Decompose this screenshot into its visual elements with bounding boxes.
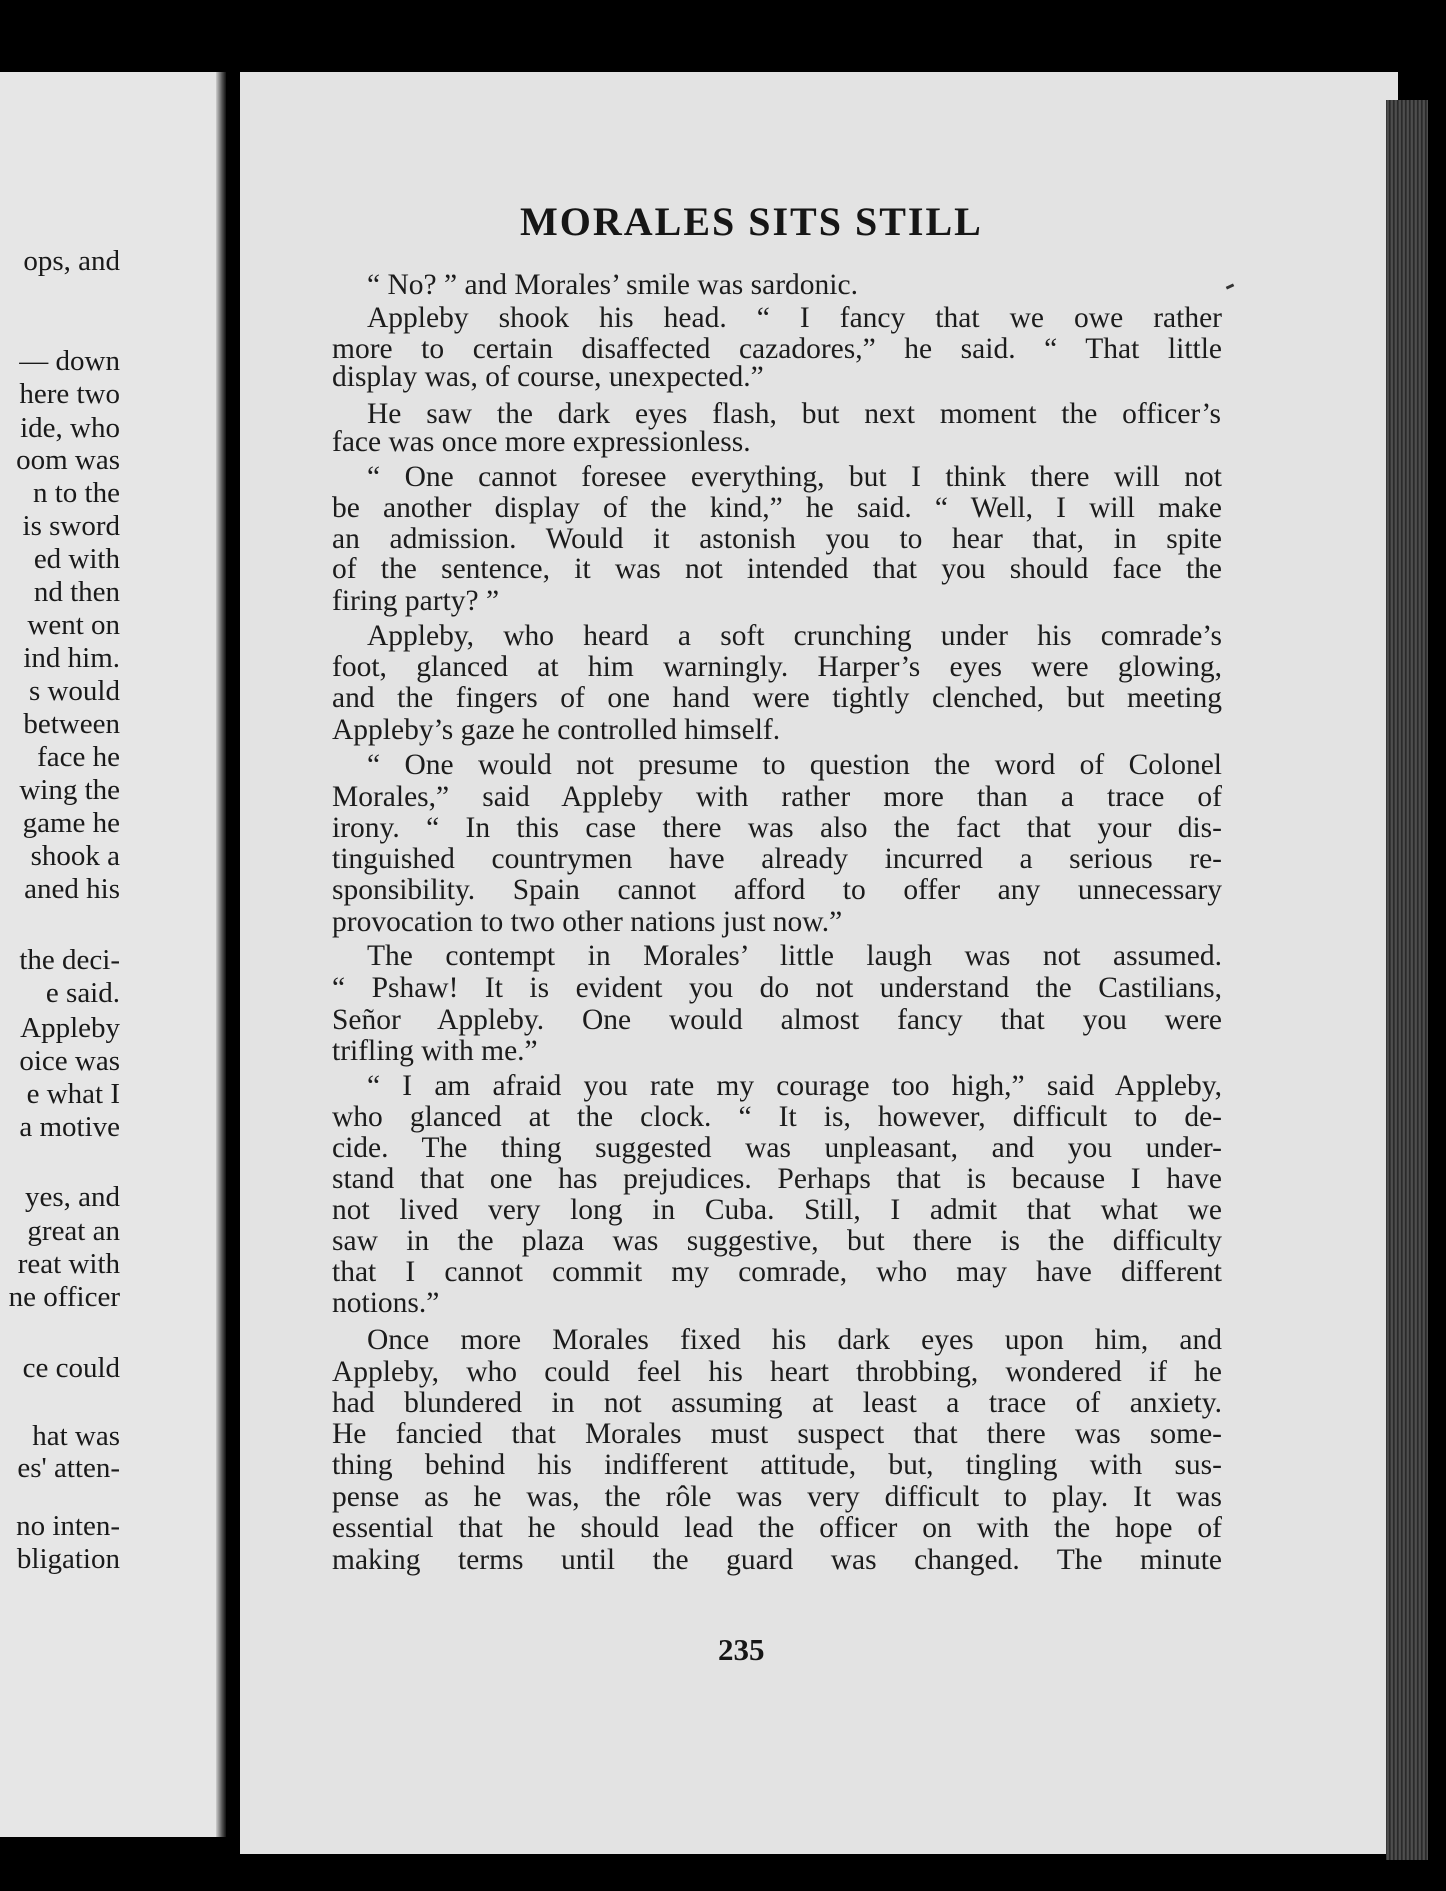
text-line: be another display of the kind,” he said. “ Well, I will make <box>332 492 1222 524</box>
left-text-line: great an <box>27 1215 120 1247</box>
left-text-line: Appleby <box>20 1012 120 1044</box>
text-line: trifling with me.” <box>332 1035 538 1067</box>
left-text-line: e said. <box>45 977 120 1009</box>
page-number: 235 <box>718 1632 765 1667</box>
text-line: essential that he should lead the officer on with the hope of <box>332 1512 1222 1544</box>
text-line: irony. “ In this case there was also the fact that your dis- <box>332 812 1222 844</box>
text-line: display was, of course, unexpected.” <box>332 361 764 393</box>
running-head: MORALES SITS STILL <box>520 199 983 244</box>
left-text-line: hat was <box>32 1420 120 1452</box>
text-line: “ Pshaw! It is evident you do not understand the Castilians, <box>332 972 1222 1004</box>
text-line: cide. The thing suggested was unpleasant, and you under- <box>332 1132 1222 1164</box>
text-line: face was once more expressionless. <box>332 426 751 458</box>
left-text-line: the deci- <box>19 944 120 976</box>
left-text-line: between <box>23 708 120 740</box>
left-text-line: shook a <box>30 840 120 872</box>
text-line: “ No? ” and Morales’ smile was sardonic. <box>367 269 858 301</box>
left-text-line: is sword <box>22 510 120 542</box>
left-text-line: ne officer <box>8 1281 120 1313</box>
text-line: Appleby, who could feel his heart throbbing, wondered if he <box>332 1356 1222 1388</box>
text-line: stand that one has prejudices. Perhaps that is because I have <box>332 1163 1222 1195</box>
left-text-line: game he <box>22 807 120 839</box>
text-line: not lived very long in Cuba. Still, I admit that what we <box>332 1194 1222 1226</box>
text-line: The contempt in Morales’ little laugh was not assumed. <box>367 940 1222 972</box>
left-text-line: s would <box>28 675 120 707</box>
left-text-line: e what I <box>26 1078 120 1110</box>
left-text-line: n to the <box>33 477 120 509</box>
text-line: an admission. Would it astonish you to hear that, in spite <box>332 523 1222 555</box>
text-line: “ One cannot foresee everything, but I think there will not <box>367 461 1222 493</box>
text-line: Appleby’s gaze he controlled himself. <box>332 714 781 746</box>
text-line: sponsibility. Spain cannot afford to offer any unnecessary <box>332 874 1222 906</box>
left-text-line: a motive <box>19 1111 120 1143</box>
text-line: that I cannot commit my comrade, who may have different <box>332 1256 1222 1288</box>
left-text-line: reat with <box>17 1248 120 1280</box>
left-text-line: ide, who <box>20 412 120 444</box>
left-text-line: ce could <box>22 1352 120 1384</box>
left-text-line: wing the <box>19 774 120 806</box>
left-text-line: yes, and <box>24 1181 120 1213</box>
left-text-line: aned his <box>24 873 120 905</box>
text-line: had blundered in not assuming at least a trace of anxiety. <box>332 1387 1222 1419</box>
text-line: He saw the dark eyes flash, but next moment the officer’s <box>367 398 1221 430</box>
text-line: Once more Morales fixed his dark eyes upon him, and <box>367 1324 1222 1356</box>
left-text-line: ind him. <box>23 642 120 674</box>
left-text-line: ops, and <box>23 245 120 277</box>
text-line: “ I am afraid you rate my courage too high,” said Appleby, <box>367 1070 1222 1102</box>
left-text-line: here two <box>19 378 120 410</box>
text-line: pense as he was, the rôle was very difficult to play. It was <box>332 1481 1222 1513</box>
text-line: “ One would not presume to question the word of Colonel <box>367 749 1222 781</box>
left-text-line: es' atten- <box>17 1452 120 1484</box>
text-line: saw in the plaza was suggestive, but there is the difficulty <box>332 1225 1222 1257</box>
left-text-line: — down <box>19 345 120 377</box>
text-line: firing party? ” <box>332 585 500 617</box>
text-line: notions.” <box>332 1287 440 1319</box>
text-line: and the fingers of one hand were tightly clenched, but meeting <box>332 682 1222 714</box>
left-text-line: ed with <box>33 543 120 575</box>
text-line: provocation to two other nations just now.” <box>332 906 843 938</box>
text-line: thing behind his indifferent attitude, but, tingling with sus- <box>332 1449 1222 1481</box>
text-line: Señor Appleby. One would almost fancy that you were <box>332 1004 1222 1036</box>
left-text-line: oom was <box>16 444 120 476</box>
text-line: more to certain disaffected cazadores,” he said. “ That little <box>332 333 1222 365</box>
left-text-line: oice was <box>19 1045 120 1077</box>
text-line: Appleby shook his head. “ I fancy that we owe rather <box>367 302 1222 334</box>
left-text-line: face he <box>37 741 120 773</box>
text-line: making terms until the guard was changed. The minute <box>332 1544 1222 1576</box>
book-gutter <box>216 72 226 1837</box>
text-line: who glanced at the clock. “ It is, however, difficult to de- <box>332 1101 1222 1133</box>
left-text-line: no inten- <box>16 1510 120 1542</box>
left-text-line: went on <box>27 609 120 641</box>
left-text-line: nd then <box>33 576 120 608</box>
text-line: tinguished countrymen have already incurred a serious re- <box>332 843 1222 875</box>
page-edge-stack <box>1386 100 1428 1860</box>
text-line: of the sentence, it was not intended that you should face the <box>332 553 1222 585</box>
left-text-line: bligation <box>16 1543 120 1575</box>
text-line: He fancied that Morales must suspect that there was some- <box>332 1418 1222 1450</box>
text-line: Appleby, who heard a soft crunching under his comrade’s <box>367 620 1222 652</box>
text-line: Morales,” said Appleby with rather more than a trace of <box>332 781 1222 813</box>
text-line: foot, glanced at him warningly. Harper’s eyes were glowing, <box>332 651 1222 683</box>
